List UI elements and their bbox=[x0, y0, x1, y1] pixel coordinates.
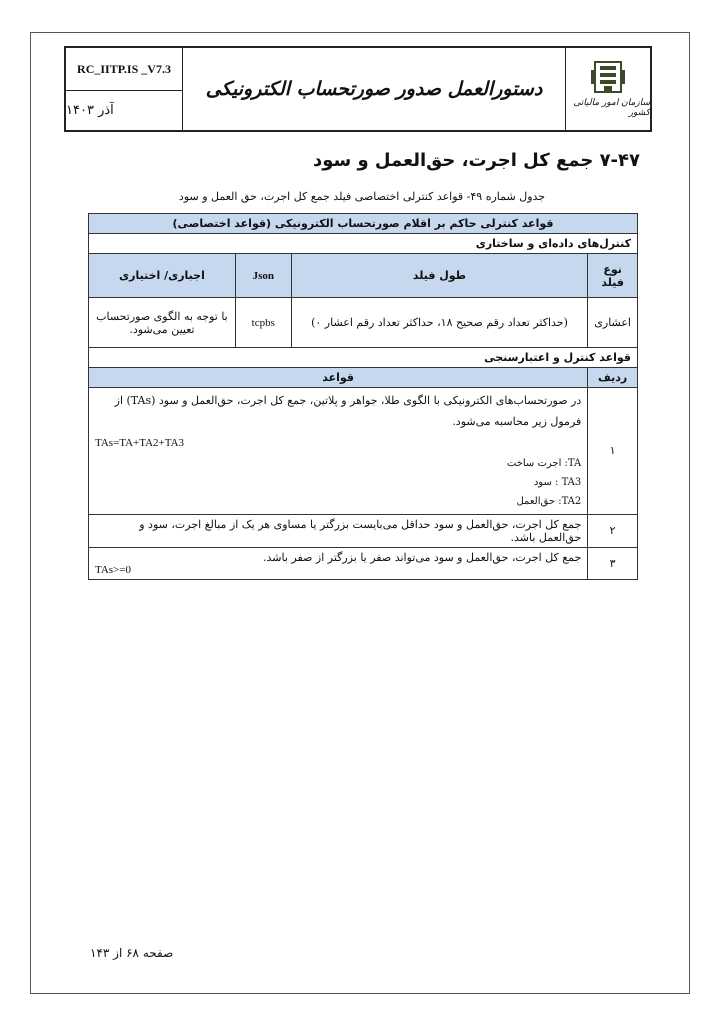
rule-formula: TAs>=0 bbox=[95, 563, 131, 576]
section-title: ۷-۴۷ جمع کل اجرت، حق‌العمل و سود bbox=[312, 150, 640, 171]
rule-definition: TA2: حق‌العمل bbox=[516, 495, 582, 507]
table-row bbox=[89, 388, 638, 515]
col-row-no: ردیف bbox=[588, 368, 638, 388]
doc-date: آذر ۱۴۰۳ bbox=[66, 103, 114, 118]
rule-text: جمع کل اجرت، حق‌العمل و سود حداقل می‌بایست بزرگتر یا مساوی هر یک از مبالغ اجرت، سود و حق‌العمل باشد. bbox=[89, 514, 588, 547]
page-header bbox=[64, 46, 652, 132]
col-mandatory: اجباری/ اختیاری bbox=[89, 254, 236, 298]
table-caption: جدول شماره ۴۹- قواعد کنترلی اختصاصی فیلد جمع کل اجرت، حق العمل و سود bbox=[178, 190, 546, 203]
header-title: دستورالعمل صدور صورتحساب الکترونیکی bbox=[205, 78, 543, 100]
rule-number: ۲ bbox=[588, 514, 638, 547]
rule-definition: TA3 : سود bbox=[533, 476, 582, 488]
col-rules: قواعد bbox=[89, 368, 588, 388]
org-name: سازمان امور مالیاتی کشور bbox=[573, 98, 650, 118]
main-heading: قواعد کنترلی حاکم بر اقلام صورتحساب الکترونیکی (قواعد اختصاصی) bbox=[89, 214, 638, 234]
rule-text: در صورتحساب‌های الکترونیکی با الگوی طلا، جواهر و پلاتین، جمع کل اجرت، حق‌العمل و سود (TAs) از فرمول زیر محاسبه می‌شود. bbox=[114, 394, 582, 428]
doc-code: RC_IITP.IS _V7.3 bbox=[66, 48, 182, 91]
col-field-type: نوع فیلد bbox=[588, 254, 638, 298]
data-controls-heading: کنترل‌های داده‌ای و ساختاری bbox=[89, 234, 638, 254]
rules-table bbox=[88, 213, 638, 580]
col-json: Json bbox=[235, 254, 291, 298]
org-logo bbox=[565, 48, 650, 130]
col-field-length: طول فیلد bbox=[291, 254, 588, 298]
field-length-value: (حداکثر تعداد رقم صحیح ۱۸، حداکثر تعداد رقم اعشار ۰) bbox=[291, 298, 588, 348]
rule-text: جمع کل اجرت، حق‌العمل و سود می‌تواند صفر یا بزرگتر از صفر باشد. bbox=[263, 550, 582, 564]
tax-org-emblem-icon bbox=[589, 60, 627, 96]
json-value: tcpbs bbox=[235, 298, 291, 348]
rule-formula: TAs=TA+TA2+TA3 bbox=[95, 436, 185, 449]
rule-number: ۳ bbox=[588, 547, 638, 579]
rule-cell bbox=[89, 388, 588, 515]
table-row bbox=[89, 547, 638, 579]
header-meta bbox=[66, 48, 183, 130]
rule-definition: TA: اجرت ساخت bbox=[506, 457, 582, 469]
mandatory-value: با توجه به الگوی صورتحساب تعیین می‌شود. bbox=[89, 298, 236, 348]
rule-number: ۱ bbox=[588, 388, 638, 515]
validation-heading: قواعد کنترل و اعتبارسنجی bbox=[89, 348, 638, 368]
field-type-value: اعشاری bbox=[588, 298, 638, 348]
rule-cell bbox=[89, 547, 588, 579]
table-row bbox=[89, 514, 638, 547]
page-number: صفحه ۶۸ از ۱۴۳ bbox=[90, 946, 174, 960]
